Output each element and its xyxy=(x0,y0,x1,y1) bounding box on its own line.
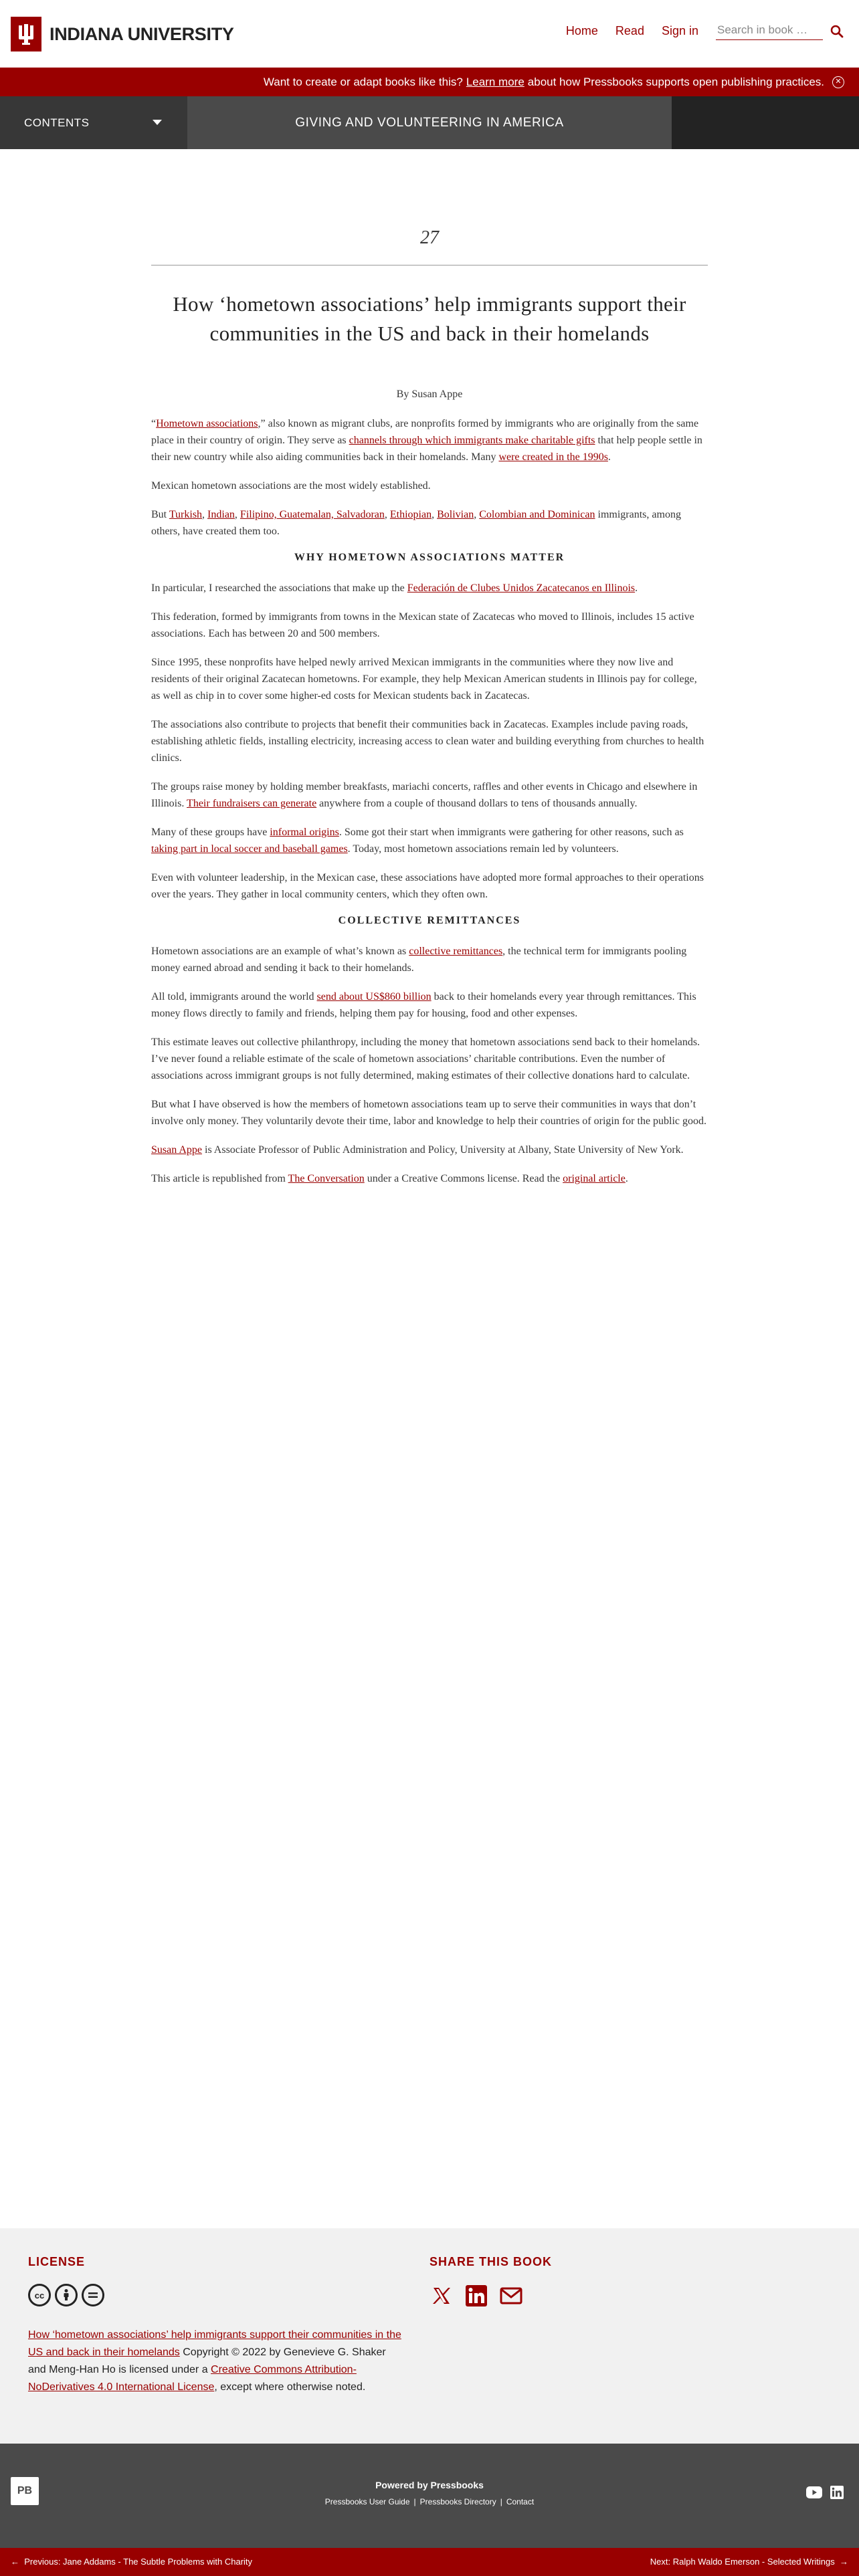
license-column xyxy=(28,2255,403,2396)
paragraph: But what I have observed is how the members of hometown associations team up to serve their communities in ways that don’t involve only money. They voluntarily devote their time, labor and knowledge to help their countries of origin for the public good. xyxy=(151,1099,707,1127)
author-link[interactable]: Susan Appe xyxy=(151,1144,202,1156)
pressbooks-social xyxy=(800,2485,846,2500)
cc-icon: cc xyxy=(28,2284,51,2306)
pressbooks-logo[interactable]: PB xyxy=(11,2477,39,2505)
paragraph: Since 1995, these nonprofits have helped newly arrived Mexican immigrants in the communities where they now live and residents of their original Zacatecan hometowns. For example, they help Mexican American students in Illinois pay for college, as well as chip in to cover some higher-ed costs for Mexican students back in Zacatecas. xyxy=(151,657,697,702)
section-heading: COLLECTIVE REMITTANCES xyxy=(338,915,521,926)
text: . Some got their start when immigrants were gathering for other reasons, such as xyxy=(339,827,684,838)
arrow-right-icon: → xyxy=(834,2557,848,2567)
collective-remittances-link[interactable]: collective remittances xyxy=(409,946,503,957)
nav-home-link[interactable]: Home xyxy=(565,24,598,37)
text: , xyxy=(234,509,240,520)
previous-chapter-link[interactable] xyxy=(11,2557,252,2567)
section-heading: WHY HOMETOWN ASSOCIATIONS MATTER xyxy=(294,552,565,563)
paragraph xyxy=(151,580,708,597)
license-heading: LICENSE xyxy=(28,2255,86,2268)
banner-lead: Want to create or adapt books like this? xyxy=(263,75,463,88)
text: The groups raise money by holding member breakfasts, mariachi concerts, raffles and other events in Chicago and elsewhere in Illinois. xyxy=(151,781,698,809)
text: But xyxy=(151,509,169,520)
powered-by: Powered by Pressbooks xyxy=(375,2480,484,2490)
ethiopian-link[interactable]: Ethiopian xyxy=(389,509,432,520)
cc-license-icons[interactable] xyxy=(28,2284,403,2306)
search xyxy=(716,22,844,40)
iu-logo[interactable] xyxy=(11,17,234,51)
top-nav xyxy=(549,22,844,40)
federacion-link[interactable]: Federación de Clubes Unidos Zacatecanos en Illinois xyxy=(407,582,636,594)
turkish-link[interactable]: Turkish xyxy=(169,509,203,520)
pressbooks-info xyxy=(0,2480,859,2506)
license-section xyxy=(0,2228,859,2444)
text: In particular, I researched the associations that make up the xyxy=(151,582,407,594)
contents-label: CONTENTS xyxy=(24,116,90,129)
indian-link[interactable]: Indian xyxy=(207,509,235,520)
book-title-link[interactable]: How ‘hometown associations’ help immigrants support their communities in the US and back in their homelands xyxy=(28,2329,401,2358)
created-1990s-link[interactable]: were created in the 1990s xyxy=(498,451,608,463)
book-title: GIVING AND VOLUNTEERING IN AMERICA xyxy=(295,115,564,130)
text: . xyxy=(625,1173,628,1184)
text: , except where otherwise noted. xyxy=(214,2381,366,2393)
paragraph: Even with volunteer leadership, in the Mexican case, these associations have adopted more formal approaches to their operations over the years. They gather in local community centers, which they often own. xyxy=(151,872,704,900)
text: , the technical term for immigrants pooling money earned abroad and sending it back to their homelands. xyxy=(151,946,687,974)
informal-origins-link[interactable]: informal origins xyxy=(270,827,339,838)
footer-links xyxy=(0,2497,859,2506)
text: is Associate Professor of Public Administration and Policy, University at Albany, State University of New York. xyxy=(202,1144,684,1156)
paragraph xyxy=(151,415,708,465)
book-title-link[interactable] xyxy=(187,96,672,149)
chapter-number: 27 xyxy=(420,227,439,248)
share-icons xyxy=(430,2284,552,2308)
text: Many of these groups have xyxy=(151,827,270,838)
separator: | xyxy=(500,2497,502,2506)
search-icon[interactable] xyxy=(830,24,844,39)
paragraph xyxy=(151,824,708,857)
by-icon xyxy=(55,2284,78,2306)
text: anywhere from a couple of thousand dollars to tens of thousands annually. xyxy=(316,798,638,809)
text: , xyxy=(384,509,390,520)
share-column xyxy=(430,2255,552,2308)
bolivian-link[interactable]: Bolivian xyxy=(437,509,474,520)
share-heading: SHARE THIS BOOK xyxy=(430,2255,553,2268)
chapter-pager xyxy=(0,2548,859,2576)
paragraph: This estimate leaves out collective philanthropy, including the money that hometown associations send back to their homelands. I’ve never found a reliable estimate of the scale of hometown associations’ charitable contributions. Even the number of associations across immigrant groups is not fully determined, making estimates of their collective donations hard to calculate. xyxy=(151,1037,700,1081)
previous-label: Previous: Jane Addams - The Subtle Problems with Charity xyxy=(24,2557,253,2567)
charitable-gifts-link[interactable]: channels through which immigrants make charitable gifts xyxy=(349,435,595,446)
chevron-down-icon xyxy=(153,120,162,125)
chapter-title: How ‘hometown associations’ help immigrants support their communities in the US and back in their homelands xyxy=(173,292,686,345)
user-guide-link[interactable]: Pressbooks User Guide xyxy=(324,2497,410,2506)
site-header xyxy=(0,0,859,68)
nav-read-link[interactable]: Read xyxy=(615,24,644,37)
search-input[interactable] xyxy=(716,22,823,40)
arrow-left-icon: ← xyxy=(11,2557,25,2567)
banner-close-icon[interactable]: ✕ xyxy=(832,76,844,88)
email-icon[interactable] xyxy=(499,2284,523,2308)
paragraph: Mexican hometown associations are the most widely established. xyxy=(151,480,431,492)
pressbooks-footer xyxy=(0,2444,859,2548)
text: Hometown associations are an example of what’s known as xyxy=(151,946,409,957)
contact-link[interactable]: Contact xyxy=(506,2497,535,2506)
republish-note xyxy=(151,1170,708,1187)
text: . xyxy=(635,582,638,594)
text: This article is republished from xyxy=(151,1173,288,1184)
paragraph: This federation, formed by immigrants from towns in the Mexican state of Zacatecas who moved to Illinois, includes 15 active associations. Each has between 20 and 500 members. xyxy=(151,611,694,639)
separator: | xyxy=(413,2497,416,2506)
original-article-link[interactable]: original article xyxy=(563,1173,626,1184)
fundraisers-link[interactable]: Their fundraisers can generate xyxy=(187,798,317,809)
x-icon[interactable] xyxy=(430,2284,454,2308)
iu-trident-icon xyxy=(11,17,41,51)
text: that help people settle in their new country while also aiding communities back in their homelands. Many xyxy=(151,435,702,463)
text: , xyxy=(202,509,208,520)
paragraph xyxy=(151,778,708,812)
text: back to their homelands every year through remittances. This money flows directly to family and friends, helping them pay for housing, food and other expenses. xyxy=(151,991,696,1019)
book-nav-bar xyxy=(0,96,859,149)
license-text xyxy=(28,2327,403,2396)
text: ,” also known as migrant clubs, are nonprofits formed by immigrants who are originally from the same place in their country of origin. They serve as xyxy=(151,418,699,446)
directory-link[interactable]: Pressbooks Directory xyxy=(419,2497,496,2506)
text: All told, immigrants around the world xyxy=(151,991,317,1002)
open-publishing-banner xyxy=(0,68,859,96)
paragraph xyxy=(151,988,708,1022)
banner-learn-more-link[interactable]: Learn more xyxy=(466,75,524,88)
paragraph: The associations also contribute to projects that benefit their communities back in Zacatecas. Examples include paving roads, establishing athletic fields, installing electricity, increasing access to clean water and building everything from churches to health clinics. xyxy=(151,719,704,764)
colombian-dominican-link[interactable]: Colombian and Dominican xyxy=(479,509,595,520)
byline: By Susan Appe xyxy=(396,389,463,400)
hometown-associations-link[interactable]: Hometown associations xyxy=(156,418,258,429)
chapter-content xyxy=(151,227,708,1199)
cc-license-link[interactable]: Creative Commons Attribution-NoDerivatives 4.0 International License xyxy=(28,2364,357,2393)
the-conversation-link[interactable]: The Conversation xyxy=(288,1173,365,1184)
text: . Today, most hometown associations remain led by volunteers. xyxy=(347,843,619,855)
remittances-amount-link[interactable]: send about US$860 billion xyxy=(316,991,432,1002)
nd-icon xyxy=(82,2284,104,2306)
author-bio xyxy=(151,1142,708,1158)
linkedin-icon[interactable] xyxy=(828,2485,846,2500)
banner-tail: about how Pressbooks supports open publishing practices. xyxy=(527,75,824,88)
text: . xyxy=(607,451,611,463)
youtube-icon[interactable] xyxy=(805,2485,823,2500)
soccer-baseball-link[interactable]: taking part in local soccer and baseball games xyxy=(151,843,348,855)
paragraph xyxy=(151,506,708,540)
contents-toggle-button[interactable] xyxy=(0,96,187,149)
logo-text: INDIANA UNIVERSITY xyxy=(50,23,234,44)
nav-signin-link[interactable]: Sign in xyxy=(661,24,698,37)
text: “ xyxy=(151,418,157,429)
article-body xyxy=(151,415,708,1187)
text: immigrants, among others, have created them too. xyxy=(151,509,681,537)
text: Copyright © 2022 by Genevieve G. Shaker and Meng-Han Ho is licensed under a xyxy=(28,2347,386,2375)
next-chapter-link[interactable] xyxy=(650,2557,848,2567)
next-label: Next: Ralph Waldo Emerson - Selected Writings xyxy=(650,2557,835,2567)
paragraph xyxy=(151,943,708,976)
linkedin-icon[interactable] xyxy=(464,2284,488,2308)
text: , xyxy=(432,509,438,520)
text: , xyxy=(474,509,480,520)
filipino-guatemalan-salvadoran-link[interactable]: Filipino, Guatemalan, Salvadoran xyxy=(240,509,385,520)
text: under a Creative Commons license. Read the xyxy=(364,1173,563,1184)
